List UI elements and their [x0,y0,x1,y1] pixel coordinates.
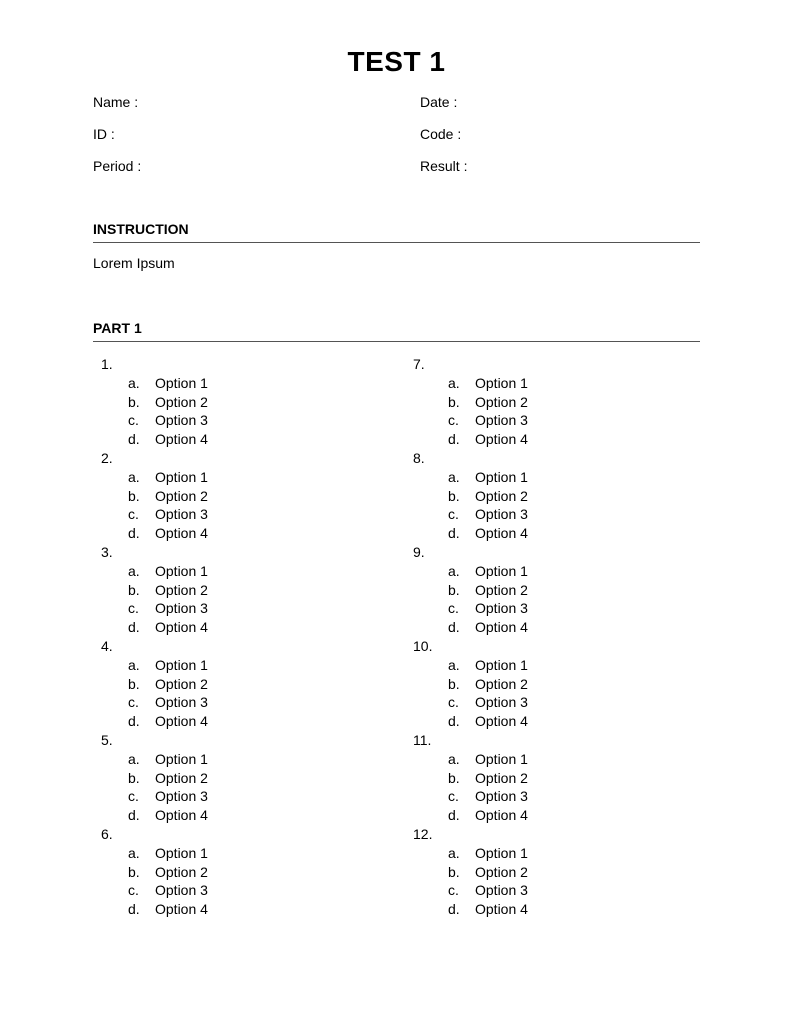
question-block [101,731,413,825]
code-field-label: Code : [420,126,462,142]
info-fields [93,93,700,189]
option-letter: a. [128,844,140,861]
question-option [413,712,700,731]
option-label: Option 2 [155,393,208,410]
option-letter: b. [128,675,140,692]
option-label: Option 3 [155,600,208,617]
option-letter: a. [448,374,460,391]
option-label: Option 3 [475,882,528,899]
option-label: Option 2 [475,581,528,598]
question-option [413,900,700,919]
option-label: Option 1 [155,750,208,767]
option-letter: b. [448,487,460,504]
option-label: Option 1 [475,750,528,767]
option-letter: d. [128,525,140,542]
question-block [413,449,700,543]
option-letter: b. [448,675,460,692]
option-label: Option 2 [475,675,528,692]
option-label: Option 2 [475,393,528,410]
question-option [101,900,413,919]
question-number: 5. [101,731,113,748]
option-label: Option 3 [475,412,528,429]
question-option [413,374,700,393]
option-label: Option 1 [155,468,208,485]
option-label: Option 1 [475,844,528,861]
option-label: Option 4 [155,807,208,824]
option-letter: d. [128,807,140,824]
option-letter: d. [128,901,140,918]
option-label: Option 1 [475,656,528,673]
option-label: Option 4 [155,619,208,636]
option-letter: a. [128,468,140,485]
option-label: Option 2 [155,487,208,504]
info-column-left [93,93,420,189]
question-option [413,487,700,506]
question-block [101,637,413,731]
option-letter: b. [448,393,460,410]
option-letter: c. [448,882,459,899]
date-field-label: Date : [420,94,458,110]
question-option [101,505,413,524]
question-block [413,543,700,637]
page-title: TEST 1 [347,46,446,77]
option-letter: a. [448,468,460,485]
question-block [101,355,413,449]
question-option [413,524,700,543]
question-option [101,581,413,600]
period-field-label: Period : [93,158,142,174]
question-option [413,750,700,769]
option-letter: d. [128,431,140,448]
option-letter: d. [448,619,460,636]
option-letter: d. [448,901,460,918]
option-letter: b. [128,769,140,786]
question-block [101,543,413,637]
questions-column-right [413,355,700,919]
name-field-label: Name : [93,94,139,110]
question-option [101,769,413,788]
option-letter: b. [128,863,140,880]
question-number: 3. [101,543,113,560]
question-option [413,675,700,694]
option-letter: b. [128,487,140,504]
option-label: Option 4 [475,713,528,730]
option-label: Option 4 [155,431,208,448]
question-option [413,881,700,900]
question-option [101,411,413,430]
question-option [101,863,413,882]
option-label: Option 3 [155,412,208,429]
question-option [101,468,413,487]
question-option [101,693,413,712]
option-label: Option 4 [155,525,208,542]
questions-column-left [93,355,413,919]
question-option [413,581,700,600]
option-letter: d. [448,525,460,542]
question-option [101,675,413,694]
option-letter: c. [128,412,139,429]
option-label: Option 2 [155,675,208,692]
option-label: Option 3 [155,506,208,523]
option-label: Option 4 [475,901,528,918]
option-label: Option 2 [475,769,528,786]
option-letter: d. [128,619,140,636]
option-label: Option 1 [155,656,208,673]
question-number: 2. [101,449,113,466]
question-number: 11. [413,731,432,748]
question-option [413,656,700,675]
question-option [413,430,700,449]
question-block [413,637,700,731]
question-option [413,787,700,806]
question-option [413,505,700,524]
question-option [101,430,413,449]
question-option [101,844,413,863]
option-letter: a. [448,562,460,579]
info-column-right [420,93,700,189]
question-option [101,787,413,806]
option-label: Option 4 [475,525,528,542]
instruction-heading: INSTRUCTION [93,220,700,243]
option-letter: b. [128,581,140,598]
question-option [413,806,700,825]
option-label: Option 1 [155,844,208,861]
instruction-body: Lorem Ipsum [93,255,175,271]
question-number: 7. [413,356,425,372]
question-option [101,374,413,393]
option-letter: a. [128,656,140,673]
option-label: Option 4 [155,713,208,730]
option-letter: a. [448,750,460,767]
option-label: Option 4 [155,901,208,918]
option-letter: b. [448,863,460,880]
question-number: 12. [413,825,433,842]
question-option [101,750,413,769]
option-label: Option 2 [475,863,528,880]
option-letter: c. [448,412,459,429]
question-option [101,881,413,900]
option-letter: a. [128,374,140,391]
option-label: Option 1 [475,468,528,485]
option-letter: c. [128,694,139,711]
question-option [101,562,413,581]
option-label: Option 2 [475,487,528,504]
question-number: 9. [413,543,425,560]
question-number: 8. [413,449,425,466]
option-letter: c. [128,600,139,617]
option-letter: c. [448,506,459,523]
question-option [101,806,413,825]
option-label: Option 3 [155,788,208,805]
option-label: Option 1 [155,374,208,391]
option-letter: b. [128,393,140,410]
question-option [413,844,700,863]
id-field-label: ID : [93,126,115,142]
question-option [101,712,413,731]
option-letter: a. [128,750,140,767]
question-option [101,618,413,637]
option-label: Option 3 [475,788,528,805]
option-label: Option 2 [155,581,208,598]
question-option [101,656,413,675]
option-letter: c. [448,788,459,805]
option-label: Option 3 [475,600,528,617]
question-block [413,731,700,825]
result-field-label: Result : [420,158,468,174]
question-block [413,825,700,919]
question-number: 6. [101,825,113,842]
option-letter: d. [448,713,460,730]
option-letter: c. [128,506,139,523]
question-option [413,863,700,882]
option-letter: b. [448,769,460,786]
option-label: Option 4 [475,619,528,636]
option-label: Option 3 [475,506,528,523]
question-number: 4. [101,637,113,654]
question-number: 10. [413,637,433,654]
question-option [413,618,700,637]
option-letter: a. [128,562,140,579]
question-number: 1. [101,356,113,372]
option-letter: c. [448,600,459,617]
option-letter: d. [448,807,460,824]
option-letter: d. [128,713,140,730]
question-option [413,599,700,618]
question-option [413,562,700,581]
questions-grid [93,355,700,919]
question-option [413,411,700,430]
part1-heading: PART 1 [93,319,700,342]
option-label: Option 3 [155,694,208,711]
question-option [101,599,413,618]
option-label: Option 1 [155,562,208,579]
option-letter: a. [448,656,460,673]
option-label: Option 4 [475,431,528,448]
option-letter: c. [448,694,459,711]
question-option [413,393,700,412]
option-label: Option 2 [155,863,208,880]
option-letter: c. [128,882,139,899]
option-label: Option 1 [475,562,528,579]
question-block [101,449,413,543]
option-letter: d. [448,431,460,448]
option-label: Option 4 [475,807,528,824]
question-option [101,487,413,506]
option-label: Option 3 [155,882,208,899]
option-letter: c. [128,788,139,805]
option-letter: a. [448,844,460,861]
question-option [413,468,700,487]
option-letter: b. [448,581,460,598]
question-block [413,355,700,449]
question-option [413,769,700,788]
option-label: Option 1 [475,374,528,391]
question-option [101,393,413,412]
question-option [101,524,413,543]
option-label: Option 2 [155,769,208,786]
question-block [101,825,413,919]
question-option [413,693,700,712]
option-label: Option 3 [475,694,528,711]
